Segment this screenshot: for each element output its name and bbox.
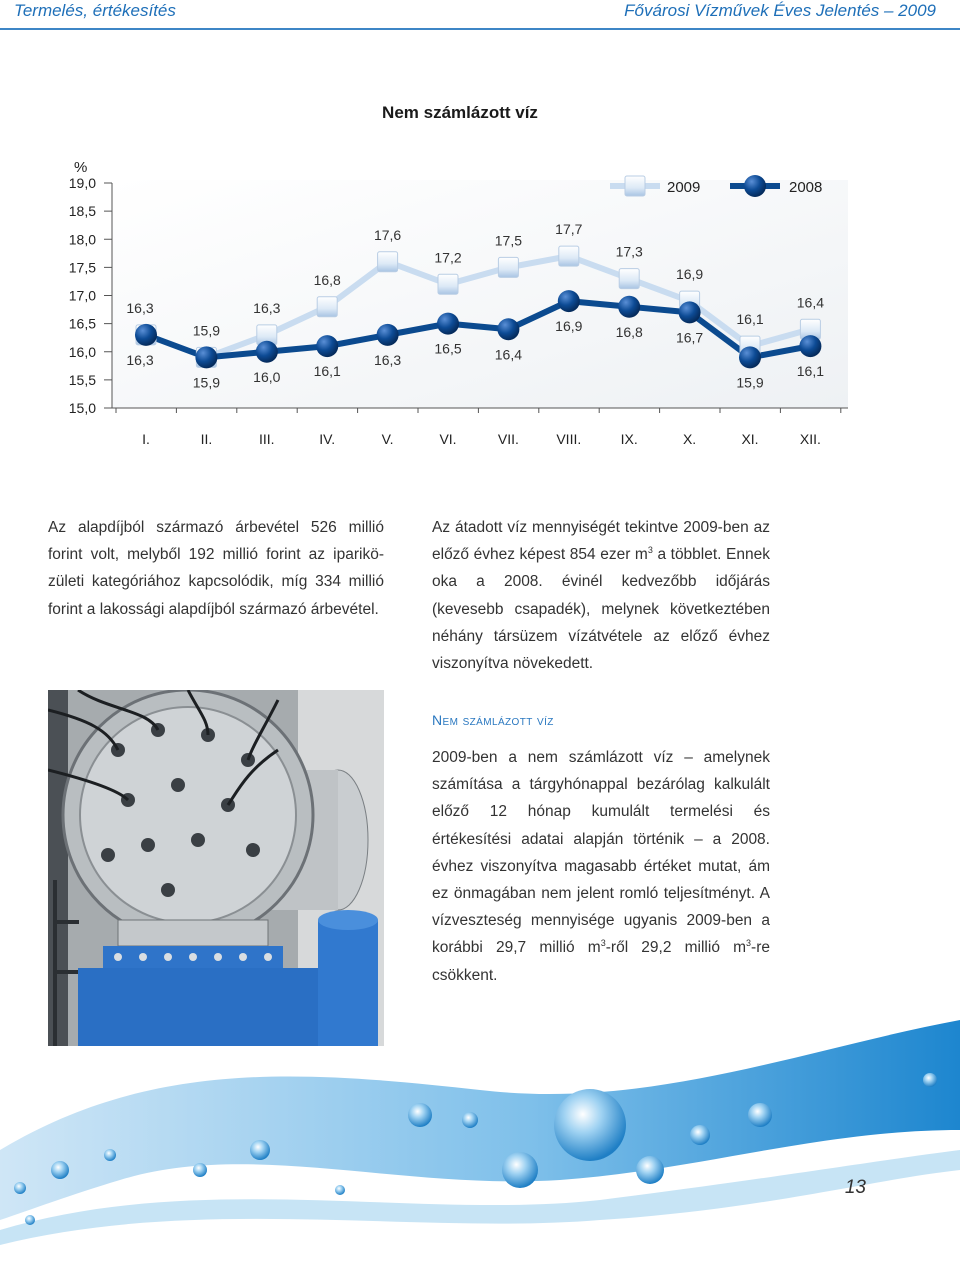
point-2008 bbox=[799, 335, 821, 357]
data-label-2008: 16,8 bbox=[615, 323, 643, 340]
data-label-2008: 16,1 bbox=[796, 363, 825, 380]
data-label-2009: 17,3 bbox=[615, 243, 643, 260]
legend-2008-label: 2008 bbox=[789, 179, 823, 196]
x-tick-label: VII. bbox=[497, 431, 519, 447]
point-2009 bbox=[317, 297, 337, 317]
y-tick-label: 15,5 bbox=[68, 371, 96, 388]
superscript-3: 3 bbox=[647, 545, 653, 556]
y-tick-label: 18,5 bbox=[68, 203, 96, 220]
y-tick-label: 19,0 bbox=[68, 175, 96, 191]
data-label-2009: 15,9 bbox=[192, 322, 221, 339]
data-label-2009: 16,8 bbox=[313, 271, 341, 288]
x-tick-label: IV. bbox=[319, 431, 336, 447]
point-2009 bbox=[498, 257, 518, 277]
header-rule bbox=[0, 28, 960, 30]
superscript-3-a: 3 bbox=[600, 938, 606, 949]
legend-2009-marker bbox=[625, 176, 645, 196]
page-number: 13 bbox=[844, 1177, 866, 1198]
y-tick-label: 17,0 bbox=[68, 287, 96, 304]
data-label-2009: 17,5 bbox=[494, 232, 523, 249]
x-tick-label: V. bbox=[381, 431, 394, 447]
point-2009 bbox=[559, 246, 579, 266]
delivered-water-text-1: Az átadott víz mennyiségét tekintve 2009-ben az előző évhez képest 854 ezer m bbox=[432, 519, 770, 564]
page-header-right: Fővárosi Vízművek Éves Jelentés – 2009 bbox=[624, 1, 936, 20]
section-text-1: 2009-ben a nem számlázott víz – amelynek számítása a tárgyhónappal bezárólag kalkulált előző 12 hónap kumulált termelési és értékesítési adatai alapján történik – a 2008. évhez viszonyítva magasabb értéket mutat, ám ez önmagában nem jelent romló teljesítményt. A vízveszteség mennyisége ugyanis 2009-ben a korábbi 29,7 millió m bbox=[432, 749, 770, 957]
point-2008 bbox=[497, 318, 519, 340]
x-tick-label: II. bbox=[200, 431, 213, 447]
point-2009 bbox=[619, 269, 639, 289]
data-label-2009: 17,6 bbox=[373, 226, 402, 243]
superscript-3-b: 3 bbox=[746, 938, 752, 949]
data-label-2009: 16,3 bbox=[126, 299, 154, 316]
chart-title: Nem számlázott víz bbox=[382, 103, 538, 122]
point-2008 bbox=[618, 296, 640, 318]
decorative-water-drops bbox=[0, 1020, 960, 1276]
point-2009 bbox=[438, 274, 458, 294]
y-tick-label: 16,0 bbox=[68, 343, 96, 360]
page-header-left: Termelés, értékesítés bbox=[14, 1, 176, 20]
point-2008 bbox=[739, 346, 761, 368]
x-tick-label: VI. bbox=[439, 431, 457, 447]
point-2009 bbox=[378, 252, 398, 272]
data-label-2009: 17,7 bbox=[555, 221, 583, 238]
non-billed-water-paragraph bbox=[432, 744, 770, 989]
data-label-2008: 16,0 bbox=[253, 368, 281, 385]
point-2008 bbox=[679, 301, 701, 323]
x-tick-label: III. bbox=[259, 431, 275, 447]
y-tick-label: 18,0 bbox=[68, 231, 96, 248]
data-label-2009: 16,4 bbox=[796, 294, 825, 311]
section-text-3: -re csökkent. bbox=[432, 939, 770, 984]
data-label-2008: 16,1 bbox=[313, 363, 341, 380]
data-label-2008: 16,3 bbox=[126, 351, 154, 368]
point-2008 bbox=[135, 324, 157, 346]
y-axis-unit: % bbox=[74, 159, 88, 176]
x-tick-label: XII. bbox=[799, 431, 821, 447]
y-tick-label: 17,5 bbox=[68, 259, 96, 276]
data-label-2008: 16,5 bbox=[434, 340, 462, 357]
data-label-2008: 16,7 bbox=[675, 329, 704, 346]
revenue-paragraph: Az alapdíjból származó árbevétel 526 millió forint volt, melyből 192 millió forint az ipariközületi kategóriához kapcsolódik, míg 334 millió forint a lakossági alapdíjból származó árbevétel. bbox=[48, 519, 384, 618]
x-tick-label: X. bbox=[682, 431, 697, 447]
data-label-2008: 15,9 bbox=[192, 374, 221, 391]
delivered-water-text-2: a többlet. Ennek oka a 2008. évinél kedvezőbb időjárás (kevesebb csapadék), melynek következtében néhány társüzem vízátvétele az előző évhez viszonyítva növekedett. bbox=[432, 546, 770, 673]
data-label-2009: 16,1 bbox=[736, 311, 764, 328]
y-tick-label: 15,0 bbox=[68, 400, 96, 416]
line-chart bbox=[0, 150, 870, 460]
data-label-2008: 16,9 bbox=[555, 318, 583, 335]
x-tick-label: I. bbox=[142, 431, 150, 447]
point-2008 bbox=[558, 290, 580, 312]
data-label-2008: 15,9 bbox=[736, 374, 764, 391]
legend-2009-label: 2009 bbox=[667, 179, 701, 196]
uv-disinfection-equipment-photo bbox=[48, 690, 384, 1046]
x-tick-label: XI. bbox=[741, 431, 759, 447]
point-2008 bbox=[256, 341, 278, 363]
y-tick-label: 16,5 bbox=[68, 315, 96, 332]
section-heading: Nem számlázott víz bbox=[432, 712, 554, 728]
delivered-water-paragraph bbox=[432, 514, 770, 677]
x-tick-label: VIII. bbox=[556, 431, 582, 447]
section-text-2: -ről 29,2 millió m bbox=[605, 939, 747, 957]
point-2008 bbox=[316, 335, 338, 357]
data-label-2009: 17,2 bbox=[434, 249, 462, 266]
point-2008 bbox=[377, 324, 399, 346]
x-tick-label: IX. bbox=[620, 431, 638, 447]
data-label-2008: 16,4 bbox=[494, 346, 523, 363]
point-2008 bbox=[437, 313, 459, 335]
legend-2008-marker bbox=[744, 175, 766, 197]
data-label-2009: 16,9 bbox=[675, 266, 704, 283]
point-2008 bbox=[195, 346, 217, 368]
data-label-2009: 16,3 bbox=[253, 299, 281, 316]
data-label-2008: 16,3 bbox=[373, 351, 402, 368]
